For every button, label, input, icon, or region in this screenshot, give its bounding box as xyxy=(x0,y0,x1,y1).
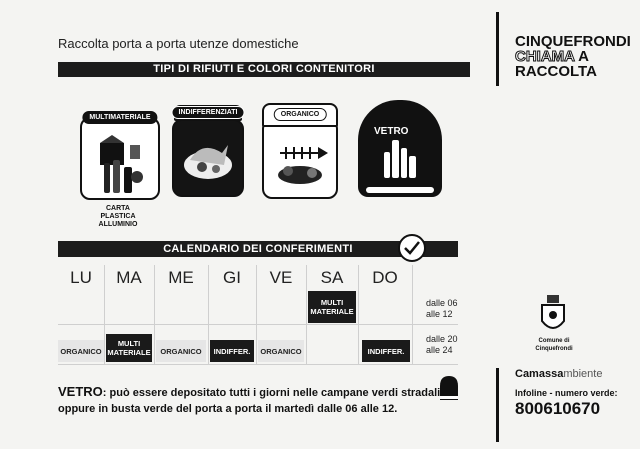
day-saturday: SA xyxy=(320,268,344,287)
phone-number: 800610670 xyxy=(515,399,601,418)
day-sunday: DO xyxy=(372,268,398,287)
bin-multimateriale xyxy=(80,105,160,200)
brand-line2b: A xyxy=(578,48,589,65)
material-item: CARTA xyxy=(106,205,130,212)
company-name-b: mbiente xyxy=(563,368,603,380)
section-header-calendar: CALENDARIO DEI CONFERIMENTI xyxy=(58,241,458,257)
day-friday: VE xyxy=(269,268,293,287)
brand-line1: CINQUEFRONDI xyxy=(515,33,631,50)
company-logo xyxy=(515,368,602,380)
note-lead: VETRO xyxy=(58,384,103,399)
vetro-note xyxy=(58,384,440,417)
bin-label: VETRO xyxy=(374,126,409,137)
comune-label xyxy=(524,337,584,353)
day-thursday: GI xyxy=(223,268,241,287)
cell-mon-organico: ORGANICO xyxy=(58,340,104,362)
bin-label: ORGANICO xyxy=(274,108,327,121)
recyclables-icon xyxy=(80,105,160,200)
organic-waste-icon xyxy=(262,103,338,199)
comune-line1: Comune di xyxy=(538,338,570,344)
time-from: dalle 06 xyxy=(426,298,458,308)
day-tuesday: MA xyxy=(116,268,142,287)
checkmark-clock-icon xyxy=(396,232,428,264)
bin-vetro xyxy=(358,100,442,197)
day-wednesday: ME xyxy=(168,268,194,287)
comune-coat-of-arms-icon xyxy=(538,293,568,337)
brand-title xyxy=(515,34,631,79)
bin-label: MULTIMATERIALE xyxy=(82,111,157,124)
bin-indifferenziati xyxy=(172,105,244,197)
section-header-bin-types: TIPI DI RIFIUTI E COLORI CONTENITORI xyxy=(58,62,470,77)
cell-fri-organico: ORGANICO xyxy=(258,340,304,362)
time-to: alle 12 xyxy=(426,309,453,319)
comune-line2: Cinquefrondi xyxy=(535,346,573,352)
mixed-waste-icon xyxy=(172,105,244,197)
company-name-a: Camassa xyxy=(515,368,564,380)
glass-bell-icon xyxy=(438,374,460,402)
row2-time xyxy=(426,334,458,356)
brand-line2a: CHIAMA xyxy=(515,48,575,65)
cell-tue-multimateriale: MULTI MATERIALE xyxy=(106,334,152,362)
infoline-label: Infoline - numero verde: xyxy=(515,388,618,398)
glass-bottles-icon xyxy=(358,100,442,197)
brand-line3: RACCOLTA xyxy=(515,63,597,80)
note-line1: : può essere depositato tutti i giorni nelle campane verdi stradali xyxy=(102,387,441,399)
bin-label: INDIFFERENZIATI xyxy=(172,106,245,119)
note-line2: oppure in busta verde del porta a porta il martedì dalle 06 alle 12. xyxy=(58,403,398,415)
row1-time xyxy=(426,298,458,320)
material-item: PLASTICA xyxy=(100,213,136,220)
cell-wed-organico: ORGANICO xyxy=(156,340,206,362)
day-monday: LU xyxy=(70,268,92,287)
cell-sun-indifferenziato: INDIFFER. xyxy=(362,340,410,362)
cell-thu-indifferenziato: INDIFFER. xyxy=(210,340,254,362)
time-to: alle 24 xyxy=(426,345,453,355)
multimateriale-materials xyxy=(88,205,148,229)
bin-organico xyxy=(262,103,338,199)
cell-sat-multimateriale: MULTI MATERIALE xyxy=(308,291,356,323)
time-from: dalle 20 xyxy=(426,334,458,344)
page-title: Raccolta porta a porta utenze domestiche xyxy=(58,36,299,51)
material-item: ALLUMINIO xyxy=(98,221,138,228)
